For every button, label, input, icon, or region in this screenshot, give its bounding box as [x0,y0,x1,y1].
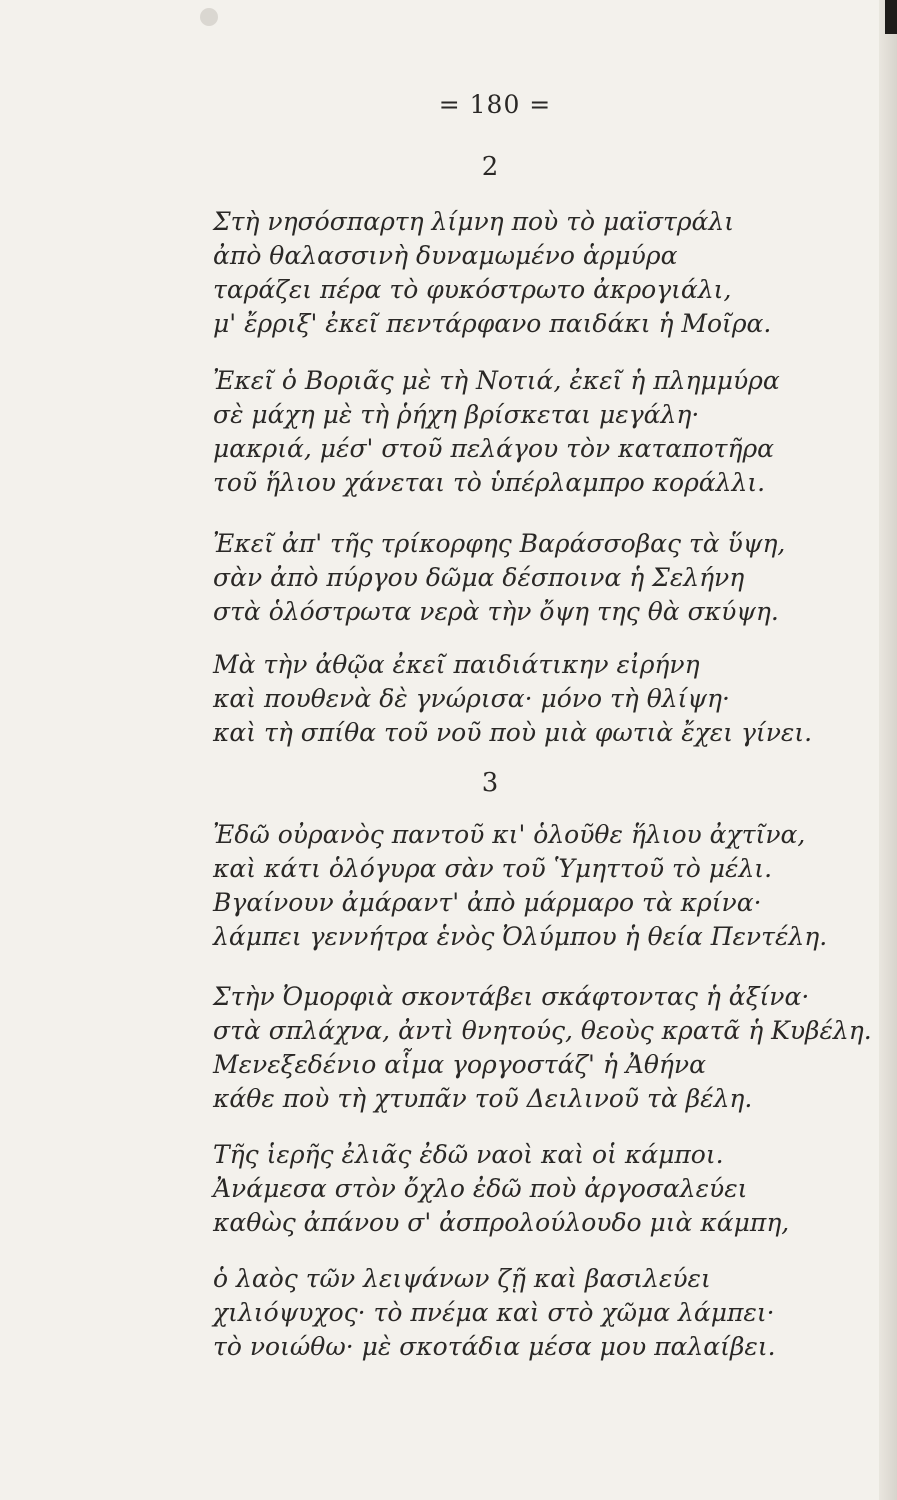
verse-line: Τῆς ἱερῆς ἐλιᾶς ἐδῶ ναοὶ καὶ οἱ κάμποι. [213,1140,724,1169]
verse-line: Μενεξεδένιο αἷμα γοργοστάζ' ἡ Ἀθήνα [213,1050,706,1079]
verse-line: μ' ἔρριξ' ἐκεῖ πεντάρφανο παιδάκι ἡ Μοῖρα. [213,309,772,338]
verse-line: Μὰ τὴν ἀθῷα ἐκεῖ παιδιάτικην εἰρήνη [213,650,700,679]
verse-line: μακριά, μέσ' στοῦ πελάγου τὸν καταποτῆρα [213,434,775,463]
corner-mark [885,0,897,34]
verse-line: τὸ νοιώθω· μὲ σκοτάδια μέσα μου παλαίβει. [213,1332,776,1361]
verse-line: καὶ κάτι ὁλόγυρα σὰν τοῦ Ὑμηττοῦ τὸ μέλι. [213,854,773,883]
section-number: 3 [481,768,499,798]
verse-line: τοῦ ἥλιου χάνεται τὸ ὑπέρλαμπρο κοράλλι. [213,468,766,497]
verse-line: καθὼς ἀπάνου σ' ἀσπρολούλουδο μιὰ κάμπη, [213,1208,790,1237]
verse-line: κάθε ποὺ τὴ χτυπᾶν τοῦ Δειλινοῦ τὰ βέλη. [213,1084,753,1113]
verse-line: Ἀνάμεσα στὸν ὄχλο ἐδῶ ποὺ ἀργοσαλεύει [213,1174,748,1203]
stanza [213,648,812,750]
verse-line: σὰν ἀπὸ πύργου δῶμα δέσποινα ἡ Σελήνη [213,563,745,592]
verse-line: στὰ σπλάχνα, ἀντὶ θνητούς, θεοὺς κρατᾶ ἡ Κυβέλη. [213,1016,872,1045]
verse-line: καὶ τὴ σπίθα τοῦ νοῦ ποὺ μιὰ φωτιὰ ἔχει γίνει. [213,718,813,747]
verse-line: ταράζει πέρα τὸ φυκόστρωτο ἀκρογιάλι, [213,275,732,304]
verse-line: Στὴν Ὀμορφιὰ σκοντάβει σκάφτοντας ἡ ἀξίνα· [213,982,810,1011]
verse-line: σὲ μάχη μὲ τὴ ῥήχη βρίσκεται μεγάλη· [213,400,700,429]
verse-line: λάμπει γεννήτρα ἑνὸς Ὀλύμπου ἡ θεία Πεντέλη. [213,922,828,951]
stanza [213,205,771,341]
verse-line: Βγαίνουν ἀμάραντ' ἀπὸ μάρμαρο τὰ κρίνα· [213,888,762,917]
section-number: 2 [481,152,499,182]
verse-line: χιλιόψυχος· τὸ πνέμα καὶ στὸ χῶμα λάμπει· [213,1298,775,1327]
verse-line: ὁ λαὸς τῶν λειψάνων ζῇ καὶ βασιλεύει [213,1264,711,1293]
stanza [213,818,827,954]
verse-line: Ἐκεῖ ὁ Βοριᾶς μὲ τὴ Νοτιά, ἐκεῖ ἡ πλημμύρα [213,366,780,395]
verse-line: Ἐδῶ οὐρανὸς παντοῦ κι' ὁλοῦθε ἥλιου ἀχτῖνα, [213,820,806,849]
page-number: = 180 = [438,90,552,119]
verse-line: ἀπὸ θαλασσινὴ δυναμωμένο ἁρμύρα [213,241,678,270]
stanza [213,364,780,500]
stanza [213,980,872,1116]
verse-line: στὰ ὁλόστρωτα νερὰ τὴν ὄψη της θὰ σκύψη. [213,597,779,626]
stanza [213,527,785,629]
page-edge [879,0,897,1500]
stanza [213,1262,776,1364]
verse-line: Ἐκεῖ ἀπ' τῆς τρίκορφης Βαράσσοβας τὰ ὕψη, [213,529,786,558]
ink-smudge [200,8,218,26]
verse-line: Στὴ νησόσπαρτη λίμνη ποὺ τὸ μαϊστράλι [213,207,735,236]
verse-line: καὶ πουθενὰ δὲ γνώρισα· μόνο τὴ θλίψη· [213,684,730,713]
stanza [213,1138,789,1240]
